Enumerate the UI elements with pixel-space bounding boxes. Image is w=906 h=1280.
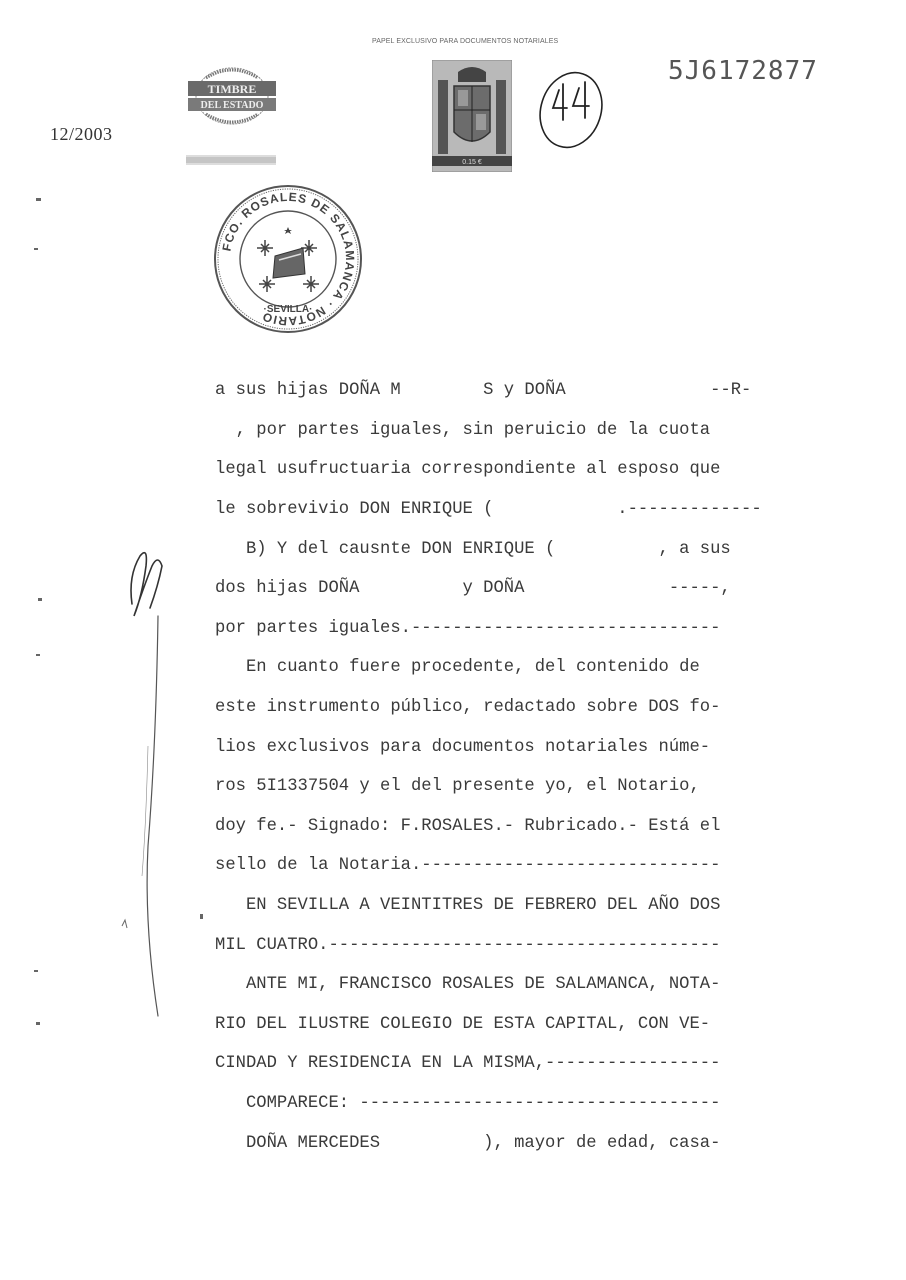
body-line: doy fe.- Signado: F.ROSALES.- Rubricado.- Está el [215, 817, 721, 836]
body-line: CINDAD Y RESIDENCIA EN LA MISMA,----------------- [215, 1054, 721, 1073]
body-line: DOÑA MERCEDES ), mayor de edad, casa- [215, 1134, 721, 1153]
body-line: a sus hijas DOÑA M S y DOÑA --R- [215, 381, 752, 400]
scan-speck [200, 914, 203, 919]
stamp-line1: TIMBRE [207, 82, 257, 96]
notary-seal [213, 184, 363, 334]
body-line: MIL CUATRO.-------------------------------------- [215, 936, 721, 955]
body-line: ANTE MI, FRANCISCO ROSALES DE SALAMANCA, NOTA- [215, 975, 721, 994]
paper-label: PAPEL EXCLUSIVO PARA DOCUMENTOS NOTARIALES [372, 38, 559, 45]
body-line: ros 5I1337504 y el del presente yo, el Notario, [215, 777, 700, 796]
document-number: 12/2003 [50, 124, 113, 144]
body-line: COMPARECE: ----------------------------------- [215, 1094, 721, 1113]
body-line: dos hijas DOÑA y DOÑA -----, [215, 579, 731, 598]
scan-speck [36, 198, 41, 201]
body-line: RIO DEL ILUSTRE COLEGIO DE ESTA CAPITAL, CON VE- [215, 1015, 711, 1034]
scan-speck [36, 1022, 40, 1025]
timbre-stamp [186, 64, 278, 128]
folio-mark [535, 66, 607, 150]
timbre-strip [186, 155, 276, 165]
seal-city: ·SEVILLA· [263, 304, 313, 315]
document-body [215, 378, 801, 1178]
serial-number: 5J6172877 [668, 56, 818, 86]
body-line: B) Y del causnte DON ENRIQUE ( , a sus [215, 540, 731, 559]
scan-speck [34, 970, 38, 972]
body-line: legal usufructuaria correspondiente al esposo que [215, 460, 721, 479]
margin-signature [118, 546, 178, 1026]
stamp-line2: DEL ESTADO [200, 100, 264, 111]
scan-speck [34, 248, 38, 250]
body-line: sello de la Notaria.----------------------------- [215, 856, 721, 875]
body-line: En cuanto fuere procedente, del contenido de [215, 658, 700, 677]
body-line: por partes iguales.------------------------------ [215, 619, 721, 638]
coat-of-arms [432, 60, 512, 172]
seal-ring-text: FCO. ROSALES DE SALAMANCA · NOTARIO [219, 189, 358, 329]
scan-speck [38, 598, 42, 601]
coat-value: 0.15 € [462, 159, 482, 166]
body-line: este instrumento público, redactado sobre DOS fo- [215, 698, 721, 717]
body-line: le sobrevivio DON ENRIQUE ( .------------- [215, 500, 762, 519]
body-line: EN SEVILLA A VEINTITRES DE FEBRERO DEL AÑO DOS [215, 896, 721, 915]
body-line: lios exclusivos para documentos notariales núme- [215, 738, 711, 757]
body-line: , por partes iguales, sin peruicio de la cuota [215, 421, 711, 440]
scan-speck [36, 654, 40, 656]
